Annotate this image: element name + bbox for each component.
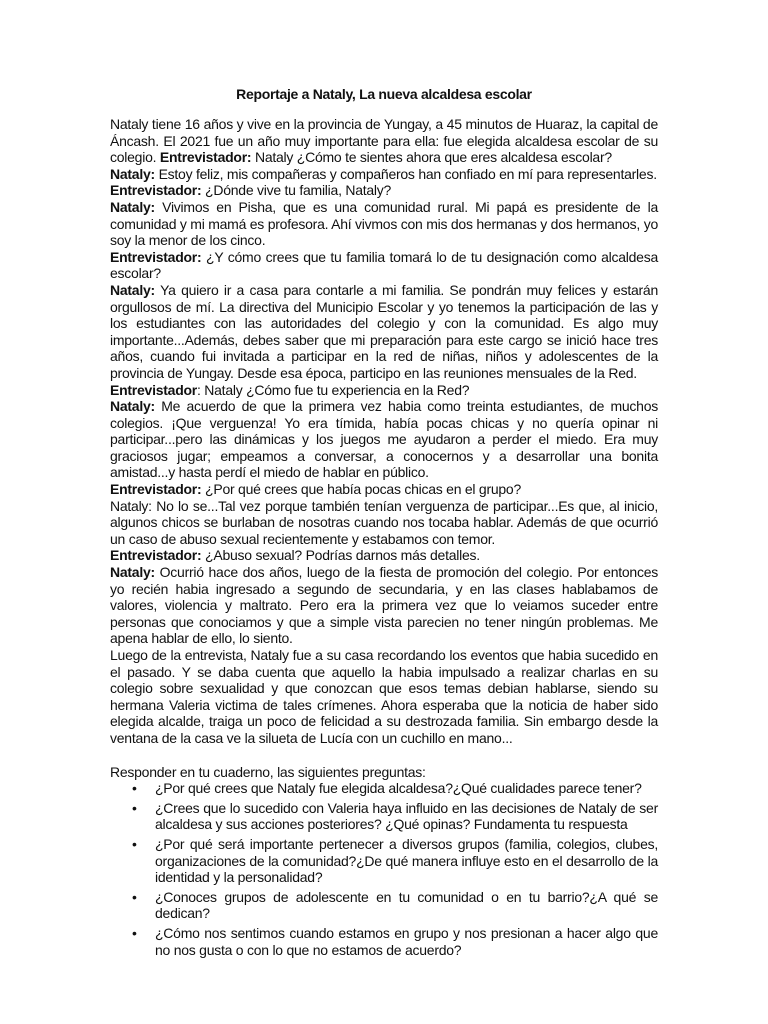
speaker-label: Entrevistador: [159,149,252,166]
dialogue-line [110,182,658,199]
speaker-label: Nataly: [110,165,155,182]
speaker-label: Entrevistador: [110,481,202,498]
bullet-icon: • [132,799,137,816]
speaker-label: Entrevistador: [110,182,202,199]
narrative-text: Luego de la entrevista, Nataly fue a su casa recordando los eventos que habia sucedido en el pasado. Y se daba cuenta que aquello la habia impulsado a realizar charlas en su colegio sobre sexualidad y que conozcan que esos temas debian hablarse, siendo su hermana Valeria victima de tales crímenes. Ahora esperaba que la noticia de haber sido elegida alcalde, traiga un poco de felicidad a su destrozada familia. Sin embargo desde la ventana de la casa ve la silueta de Lucía con un cuchillo en mano... [110,647,658,746]
bullet-icon: • [132,780,137,797]
dialogue-text: Nataly ¿Cómo te sientes ahora que eres alcaldesa escolar? [251,149,612,166]
dialogue-line [110,564,658,647]
questions-intro: Responder en tu cuaderno, las siguientes preguntas: [110,763,426,780]
dialogue-text: : Nataly ¿Cómo fue tu experiencia en la Red? [197,381,470,398]
intro-text: Nataly tiene 16 años y vive en la provincia de Yungay, a 45 minutos de Huaraz, la capital de Áncash. El 2021 fue un año muy importante para ella: fue elegida alcaldesa escolar de su colegio. [110,116,658,166]
document-body [110,116,658,747]
question-item [132,835,658,886]
dialogue-line [110,398,658,481]
dialogue-line [110,199,658,249]
dialogue-text: ¿Dónde vive tu familia, Nataly? [201,182,392,199]
dialogue-line [110,498,658,548]
question-item [132,799,658,833]
speaker-label: Entrevistador: [110,547,202,564]
bullet-icon: • [132,888,137,905]
speaker-label: Nataly: [110,281,155,298]
question-text: ¿Por qué crees que Nataly fue elegida alcaldesa?¿Qué cualidades parece tener? [155,780,642,797]
bullet-icon: • [132,835,137,852]
question-item [132,924,658,958]
paragraph-gap [110,747,658,764]
question-text: ¿Crees que lo sucedido con Valeria haya influido en las decisiones de Nataly de ser alcaldesa y sus acciones posteriores? ¿Qué opinas? Fundamenta tu respuesta [155,799,658,833]
dialogue-text: ¿Por qué crees que había pocas chicas en el grupo? [201,481,521,498]
speaker-label: Nataly: [110,198,155,215]
speaker-label: Nataly: [110,398,155,415]
question-text: ¿Cómo nos sentimos cuando estamos en grupo y nos presionan a hacer algo que no nos gusta o con lo que no estamos de acuerdo? [155,924,658,958]
speaker-label: Nataly: [110,564,155,581]
dialogue-line [110,382,658,399]
speaker-label: Entrevistador: [110,248,202,265]
dialogue-text: Ya quiero ir a casa para contarle a mi familia. Se pondrán muy felices y estarán orgullosos de mí. La directiva del Municipio Escolar y yo tenemos la participación de las y los estudiantes con las autoridades del colegio y con la comunidad. Es algo muy importante...Además, debes saber que mi preparación para este cargo se inició hace tres años, cuando fui invitada a participar en la red de niñas, niños y adolescentes de la provincia de Yungay. Desde esa época, participo en las reuniones mensuales de la Red. [110,281,658,381]
question-item [132,780,658,797]
dialogue-line [110,481,658,498]
dialogue-line [110,282,658,382]
questions-list [110,780,658,958]
intro-paragraph [110,116,658,166]
dialogue-line [110,249,658,282]
bullet-icon: • [132,924,137,941]
question-item [132,888,658,922]
question-text: ¿Por qué será importante pertenecer a diversos grupos (familia, colegios, clubes, organizaciones de la comunidad?¿De qué manera influye esto en el desarrollo de la identidad y la personalidad? [155,835,658,886]
dialogue-text: Ocurrió hace dos años, luego de la fiesta de promoción del colegio. Por entonces yo recién habia ingresado a segundo de secundaria, y en las clases hablabamos de valores, violencia y maltrato. Pero era la primera vez que lo veiamos suceder entre personas que conociamos y que a simple vista parecien no tener ningún problemas. Me apena hablar de ello, lo siento. [110,564,658,647]
dialogue-line [110,547,658,564]
dialogue-text: Estoy feliz, mis compañeras y compañeros han confiado en mí para representarles. [154,165,657,182]
dialogue-text: ¿Y cómo crees que tu familia tomará lo de tu designación como alcaldesa escolar? [110,248,658,282]
document-title: Reportaje a Nataly, La nueva alcaldesa escolar [236,86,532,102]
dialogue-line [110,166,658,183]
dialogue-text: Vivimos en Pisha, que es una comunidad rural. Mi papá es presidente de la comunidad y mi mamá es profesora. Ahí vivmos con mis dos hermanas y dos hermanos, yo soy la menor de los cinco. [110,198,658,249]
narrative-paragraph [110,647,658,747]
question-text: ¿Conoces grupos de adolescente en tu comunidad o en tu barrio?¿A qué se dedican? [155,888,658,922]
dialogue-text: Nataly: No lo se...Tal vez porque también tenían verguenza de participar...Es que, al inicio, algunos chicos se burlaban de nosotras cuando nos tocaba hablar. Además de que ocurrió un caso de abuso sexual recientemente y estabamos con temor. [110,497,658,547]
speaker-label: Entrevistador [110,381,197,398]
dialogue-text: ¿Abuso sexual? Podrías darnos más detalles. [201,547,480,564]
dialogue-text: Me acuerdo de que la primera vez habia como treinta estudiantes, de muchos colegios. ¡Que verguenza! Yo era tímida, había pocas chicas y no quería opinar ni participar...pero las dinámicas y los juegos me ayudaron a perder el miedo. Era muy graciosos jugar; empeamos a conversar, a conocernos y a desarrollar una bonita amistad...y hasta perdí el miedo de hablar en público. [110,398,658,481]
